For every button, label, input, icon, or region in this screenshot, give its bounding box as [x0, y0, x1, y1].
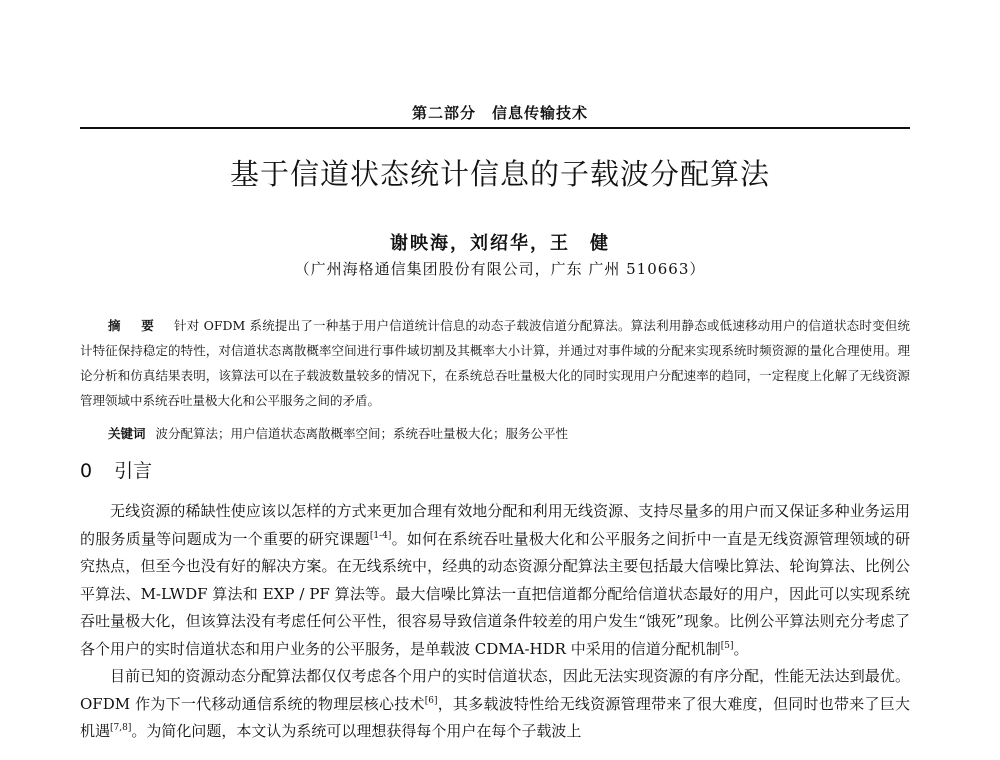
- intro-body: [80, 498, 910, 746]
- intro-p2-text-c: 。为简化问题，本文认为系统可以理想获得每个用户在每个子载波上: [131, 722, 582, 740]
- paper-authors: 谢映海，刘绍华，王 健: [390, 233, 610, 254]
- abstract: [80, 313, 910, 413]
- abstract-text: 针对 OFDM 系统提出了一种基于用户信道统计信息的动态子载波信道分配算法。算法利用静态或低速移动用户的信道状态时变但统计特征保持稳定的特性，对信道状态离散概率空间进行事件域切割及其概率大小计算，并通过对事件域的分配来实现系统时频资源的量化合理使用。理论分析和仿真结果表明，该算法可以在子载波数量较多的情况下，在系统总吞吐量极大化的同时实现用户分配速率的趋同，一定程度上化解了无线资源管理领域中系统吞吐量极大化和公平服务之间的矛盾。: [80, 318, 910, 408]
- abstract-label: 摘 要: [108, 318, 162, 333]
- intro-p1-text-c: 。: [733, 639, 749, 658]
- citation: [6]: [424, 695, 438, 706]
- section-header: 第二部分 信息传输技术: [411, 104, 588, 122]
- intro-p2-text-a: 目前已知的资源动态分配算法都仅仅考虑各个用户的实时信道状态，因此无法实现资源的有序分配，性能无法达到最优。OFDM 作为下一代移动通信系统的物理层核心技术: [80, 667, 910, 713]
- section-title: 引言: [114, 460, 153, 482]
- citation: [5]: [720, 640, 734, 651]
- intro-p1-text-b: 。如何在系统吞吐量极大化和公平服务之间折中一直是无线资源管理领域的研究热点，但至今也没有好的解决方案。在无线系统中，经典的动态资源分配算法主要包括最大信噪比算法、轮询算法、比例公平算法、M-LWDF 算法和 EXP / PF 算法等。最大信噪比算法一直把信道都分配给信道状态最好的用户，因此可以实现系统吞吐量极大化，但该算法没有考虑任何公平性，很容易导致信道条件较差的用户发生“饿死”现象。比例公平算法则充分考虑了各个用户的实时信道状态和用户业务的公平服务，是单载波 CDMA-HDR 中采用的信道分配机制: [80, 529, 910, 658]
- keywords-label: 关键词: [108, 426, 146, 441]
- paper-affiliation: （广州海格通信集团股份有限公司，广东 广州 510663）: [294, 260, 706, 278]
- intro-p1-text-a: 无线资源的稀缺性使应该以怎样的方式来更加合理有效地分配和利用无线资源、支持尽量多的用户而又保证多种业务运用的服务质量等问题成为一个重要的研究课题: [80, 502, 910, 548]
- section-heading-intro: [80, 456, 152, 483]
- intro-p2-text-b: ，其多载波特性给无线资源管理带来了很大难度，但同时也带来了巨大机遇: [80, 694, 910, 740]
- intro-paragraph-2: [80, 663, 910, 746]
- intro-paragraph-1: [80, 498, 910, 663]
- keywords: [108, 423, 908, 445]
- citation: [7,8]: [110, 723, 132, 733]
- header-rule: [80, 127, 910, 129]
- section-number: 0: [80, 460, 93, 482]
- keywords-text: 波分配算法；用户信道状态离散概率空间；系统吞吐量极大化；服务公平性: [155, 426, 569, 441]
- paper-title: 基于信道状态统计信息的子载波分配算法: [229, 157, 770, 191]
- citation: [1-4]: [369, 530, 392, 541]
